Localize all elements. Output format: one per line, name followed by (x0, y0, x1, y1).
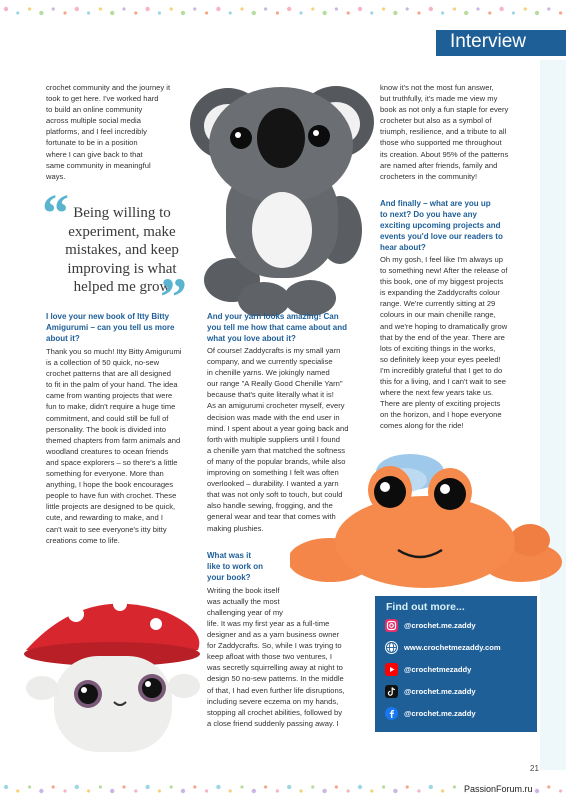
text-line: Thank you so much! Itty Bitty Amigurumi (46, 347, 182, 356)
website-url: www.crochetmezaddy.com (404, 642, 501, 652)
border-dot (287, 7, 291, 11)
question-line: hear about? (380, 243, 426, 252)
text-line: fortunate to be in a position (46, 138, 138, 148)
text-line: to build an online community (46, 105, 143, 115)
intro-text (46, 82, 198, 182)
border-dot (28, 785, 31, 788)
answer-3 (207, 618, 372, 729)
text-line: that by the end of the year. There are (380, 332, 505, 342)
tiktok-handle: @crochet.me.zaddy (404, 686, 476, 696)
open-quote-mark-icon: “ (42, 183, 69, 243)
answer-1 (46, 346, 198, 546)
text-line: creations come to life. (46, 535, 120, 545)
page-number: 21 (530, 764, 539, 773)
text-line: woodland creatures to ocean friends (46, 446, 169, 456)
border-dot (535, 789, 539, 793)
border-dot (311, 7, 314, 10)
text-line: came from wanting projects that were (46, 391, 173, 401)
border-dot (252, 789, 256, 793)
border-dot (358, 785, 362, 789)
question-line: And your yarn looks amazing! Can (207, 312, 339, 321)
border-dot (63, 789, 66, 792)
facebook-icon (385, 707, 398, 720)
border-dot (205, 789, 208, 792)
border-dot (99, 785, 102, 788)
text-line: this book, one of my biggest projects (380, 277, 504, 287)
text-line: triumph, resilience, and a tribute to all (380, 127, 507, 137)
text-line: Oh my gosh, I feel like I'm always up (380, 255, 503, 264)
text-line: There are plenty of exciting projects (380, 399, 501, 409)
text-line: something for everyone. More than (46, 469, 164, 479)
youtube-link[interactable] (385, 662, 471, 676)
text-line: our range "A Really Good Chenille Yarn" (207, 379, 343, 389)
text-line: decision was made with the end user in (207, 412, 340, 422)
border-dot (535, 11, 539, 15)
text-line: for Zaddycrafts. So, while I was trying to (207, 641, 342, 651)
border-dot (16, 11, 19, 14)
text-line: that was not only soft to touch, but could (207, 490, 343, 500)
border-dot (122, 785, 125, 788)
border-dot (110, 789, 114, 793)
text-line: but truthfully, it's made me view my (380, 94, 498, 104)
question-line: about it? (46, 334, 80, 343)
text-line: and space explorers – so there's a little (46, 457, 178, 467)
border-dot (4, 7, 8, 11)
border-dot (252, 11, 256, 15)
border-dot (382, 7, 385, 10)
text-line: in chenille yarns. We jokingly named (207, 368, 330, 378)
text-line: of that, I had even further life disruptions, (207, 685, 345, 695)
question-line: And finally – what are you up (380, 199, 491, 208)
border-dot (559, 789, 562, 792)
border-dot (488, 11, 491, 14)
border-dot (429, 785, 433, 789)
text-line: range. We're currently sitting at 29 (380, 299, 496, 309)
text-line: those who supported me throughout (380, 138, 502, 148)
instagram-link[interactable] (385, 618, 476, 632)
text-line: crocheter but also as a symbol of (380, 116, 492, 126)
border-dot (28, 7, 31, 10)
text-line: is expanding the Zaddycrafts colour (380, 288, 500, 298)
border-dot (453, 785, 456, 788)
text-line: company, and we currently specialise (207, 357, 333, 367)
koala-amigurumi-image (186, 80, 376, 316)
text-line: including severe eczema on my hands, (207, 696, 339, 706)
border-dot (547, 7, 550, 10)
text-line: people to have fun with crochet. These (46, 491, 177, 501)
border-dot (87, 789, 90, 792)
border-dot (547, 785, 550, 788)
border-dot (229, 789, 232, 792)
text-line: personality. The book is divided into (46, 424, 167, 434)
border-dot (406, 785, 409, 788)
text-line: is a collection of 50 quick, no-sew (46, 358, 160, 368)
border-dot (264, 785, 267, 788)
border-dot (441, 11, 444, 14)
border-dot (75, 785, 79, 789)
border-dot (322, 789, 326, 793)
text-line: can't wait to see everyone's itty bitty (46, 524, 167, 534)
question-line: events you'd love our readers to (380, 232, 503, 241)
border-dot (276, 11, 279, 14)
border-dot (158, 789, 161, 792)
text-line: forth with multiple suppliers until I found (207, 434, 340, 444)
question-line: you tell me how that came about and (207, 323, 348, 332)
youtube-icon (385, 663, 398, 676)
facebook-link[interactable] (385, 706, 476, 720)
text-line: general wear and tear that comes with (207, 512, 336, 522)
border-dot (464, 11, 468, 15)
text-line: stopping all crochet abilities, followed by (207, 707, 343, 717)
border-dot (322, 11, 326, 15)
text-line: was secretly squirrelling away at night to (207, 663, 343, 673)
border-dot (110, 11, 114, 15)
text-line: across multiple social media (46, 116, 141, 126)
quote-line: Being willing to (73, 205, 171, 221)
question-2 (207, 311, 372, 344)
text-line: fun to make, didn't require a huge time (46, 402, 176, 412)
border-dot (145, 7, 149, 11)
text-line: design 50 no-sew patterns. In the middle (207, 674, 344, 684)
text-line: its creation. About 95% of the patterns (380, 149, 509, 159)
border-dot (441, 789, 444, 792)
border-dot (370, 789, 373, 792)
text-line: anything, I hope the book encourages (46, 480, 174, 490)
border-dot (145, 785, 149, 789)
youtube-handle: @crochetmezaddy (404, 664, 472, 674)
border-dot (39, 789, 43, 793)
quote-line: improving is what (67, 260, 177, 277)
border-dot (299, 11, 302, 14)
question-line: what you love about it? (207, 334, 296, 343)
text-line: book as not only a fun staple for every (380, 105, 509, 115)
text-line: and we're hoping to dramatically grow (380, 321, 508, 331)
border-dot (240, 785, 243, 788)
question-line: I love your new book of Itty Bitty (46, 312, 170, 321)
border-dot (134, 789, 137, 792)
question-line: like to work on (207, 562, 264, 571)
text-line: Writing the book itself (207, 586, 280, 595)
section-tab (436, 30, 566, 56)
answer-4 (380, 254, 538, 432)
text-line: where the next few years take us. (380, 388, 494, 398)
text-line: challenging year of my (207, 608, 283, 618)
text-line: ways. (46, 171, 66, 181)
border-dot (264, 7, 267, 10)
border-dot (75, 7, 79, 11)
border-dot (158, 11, 161, 14)
border-dot (429, 7, 433, 11)
border-dot (347, 789, 350, 792)
text-line: lots of exciting things in the works, (380, 343, 496, 353)
text-line: so definitely keep your eyes peeled! (380, 354, 501, 364)
question-line: your book? (207, 573, 251, 582)
border-dot (240, 7, 243, 10)
question-line: exciting upcoming projects and (380, 221, 501, 230)
border-dot (559, 11, 562, 14)
text-line: crocheters in the community! (380, 171, 478, 181)
border-dot (181, 789, 185, 793)
border-dot (476, 7, 479, 10)
border-dot (63, 11, 66, 14)
border-dot (170, 7, 173, 10)
border-dot (181, 11, 185, 15)
text-line: on the horizon, and I hope everyone (380, 410, 502, 420)
text-line: colours in our main chenille range, (380, 310, 496, 320)
border-dot (311, 785, 314, 788)
border-dot (229, 11, 232, 14)
instagram-handle: @crochet.me.zaddy (404, 620, 476, 630)
text-line: As an amigurumi crocheter myself, every (207, 401, 345, 411)
question-3 (207, 550, 297, 583)
text-line: was actually the most (207, 597, 280, 607)
mushroom-amigurumi-image (16, 590, 212, 766)
text-line: same community in meaningful (46, 160, 151, 170)
find-out-more-title: Find out more... (386, 601, 465, 613)
instagram-icon (385, 619, 398, 632)
text-line: making plushies. (207, 523, 264, 533)
top-dot-border (0, 4, 566, 18)
border-dot (216, 7, 220, 11)
section-label: Interview (450, 31, 527, 52)
border-dot (453, 7, 456, 10)
border-dot (417, 11, 420, 14)
border-dot (39, 11, 43, 15)
border-dot (499, 7, 503, 11)
text-line: platforms, and I feel incredibly (46, 127, 147, 137)
text-line: know it's not the most fun answer, (380, 83, 494, 92)
border-dot (393, 11, 397, 15)
border-dot (52, 785, 55, 788)
question-line: What was it (207, 551, 252, 560)
question-4 (380, 198, 538, 253)
answer-3-continued (380, 82, 538, 182)
question-1 (46, 311, 198, 344)
text-line: cute, and rewarding to make, and I (46, 513, 163, 523)
border-dot (347, 11, 350, 14)
border-dot (16, 789, 19, 792)
quote-line: experiment, make (68, 223, 176, 240)
sidebar-tint (540, 60, 566, 770)
text-line: because that's quite literally what it is! (207, 390, 334, 400)
border-dot (299, 789, 302, 792)
border-dot (193, 785, 196, 788)
text-line: Of course! Zaddycrafts is my small yarn (207, 346, 341, 355)
border-dot (393, 789, 397, 793)
border-dot (512, 11, 515, 14)
text-line: also handle sewing, frogging, and the (207, 501, 333, 511)
text-line: commitment, and could still be full of (46, 413, 169, 423)
text-line: little projects are designed to be quick, (46, 502, 176, 512)
border-dot (358, 7, 362, 11)
close-quote-mark-icon: ” (160, 267, 187, 327)
border-dot (335, 785, 338, 788)
border-dot (52, 7, 55, 10)
border-dot (287, 785, 291, 789)
text-line: are named after friends, family and (380, 160, 498, 170)
text-line: a chenille yarn that matched the softness (207, 445, 346, 455)
quote-line: helped me grow (73, 279, 171, 295)
border-dot (134, 11, 137, 14)
watermark-text: PassionForum.ru (464, 784, 533, 794)
text-line: to something new! After the release of (380, 266, 508, 276)
answer-3-intro (207, 585, 297, 618)
text-line: comes along for the ride! (380, 421, 464, 431)
text-line: a close friend suddenly passing away. I (207, 718, 339, 728)
border-dot (216, 785, 220, 789)
border-dot (4, 785, 8, 789)
border-dot (524, 7, 527, 10)
text-line: where I can give back to that (46, 149, 143, 159)
border-dot (276, 789, 279, 792)
border-dot (122, 7, 125, 10)
text-line: designer and as a yarn business owner (207, 630, 340, 640)
text-line: crochet community and the journey it (46, 83, 171, 92)
text-line: improving on something I felt was often (207, 468, 339, 478)
border-dot (406, 7, 409, 10)
text-line: mind. I spent about a year going back and (207, 423, 349, 433)
border-dot (170, 785, 173, 788)
border-dot (335, 7, 338, 10)
border-dot (370, 11, 373, 14)
border-dot (417, 789, 420, 792)
website-link[interactable] (385, 640, 501, 654)
text-line: took to get here. I've worked hard (46, 94, 159, 104)
border-dot (382, 785, 385, 788)
border-dot (99, 7, 102, 10)
crab-amigurumi-image (290, 452, 562, 597)
question-line: to next? Do you have any (380, 210, 477, 219)
border-dot (205, 11, 208, 14)
text-line: themed chapters from farm animals and (46, 435, 181, 445)
question-line: Amigurumi – can you tell us more (46, 323, 175, 332)
border-dot (193, 7, 196, 10)
text-line: life. It was my first year as a full-time (207, 619, 330, 628)
text-line: overlooked – durability. I wanted a yarn (207, 479, 339, 489)
text-line: keep afloat with those two ventures, I (207, 652, 332, 662)
text-line: of many of the popular brands, while also (207, 456, 346, 466)
text-line: to fit in the palm of your hand. The idea (46, 380, 178, 390)
facebook-handle: @crochet.me.zaddy (404, 708, 476, 718)
find-out-more-box (375, 596, 537, 732)
text-line: I'm incredibly grateful that I get to do (380, 365, 503, 375)
text-line: crochet patterns that are all designed (46, 369, 171, 379)
tiktok-link[interactable] (385, 684, 476, 698)
tiktok-icon (385, 685, 398, 698)
border-dot (87, 11, 90, 14)
quote-line: mistakes, and keep (65, 242, 179, 258)
text-line: this for a living, and I can't wait to see (380, 377, 506, 387)
website-icon (385, 641, 398, 654)
